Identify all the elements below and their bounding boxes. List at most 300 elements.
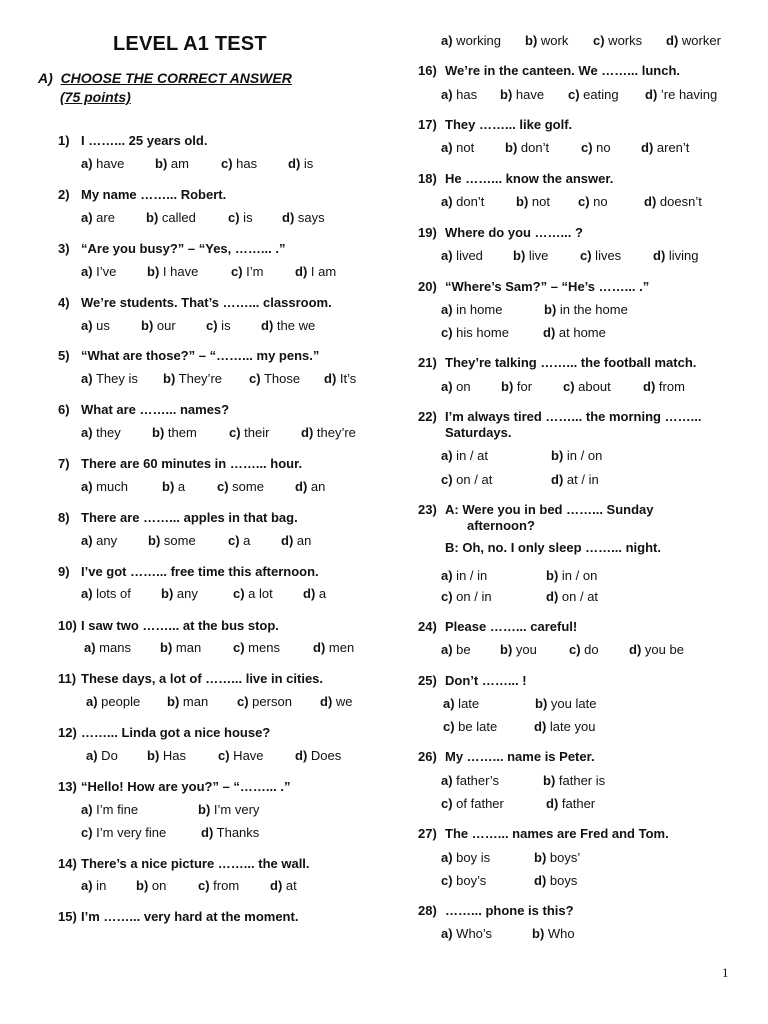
answer-option[interactable] [443,696,479,711]
answer-option[interactable] [81,264,116,279]
option-text: Who [544,926,575,941]
option-letter: a) [441,773,453,788]
answer-option[interactable] [81,156,124,171]
option-text: on / at [558,589,599,604]
option-text: Does [307,748,342,763]
answer-option[interactable] [295,264,336,279]
answer-option[interactable] [81,878,106,893]
option-text: a [315,586,327,601]
answer-option[interactable] [546,589,598,604]
option-letter: d) [643,379,656,394]
question-number: 10) [58,618,77,633]
question-text: There are 60 minutes in ……... hour. [81,456,303,471]
answer-option[interactable] [81,371,138,386]
question-text: I’m ……... very hard at the moment. [81,909,299,924]
option-text: be [452,642,471,657]
option-text: working [452,33,501,48]
answer-option[interactable] [229,425,269,440]
answer-option[interactable] [84,640,131,655]
answer-option[interactable] [162,479,185,494]
question-number: 24) [418,619,437,634]
answer-option[interactable] [81,210,115,225]
option-letter: d) [551,472,564,487]
answer-option[interactable] [160,640,201,655]
answer-option[interactable] [313,640,354,655]
option-text: much [92,479,128,494]
answer-option[interactable] [221,156,257,171]
answer-option[interactable] [146,210,196,225]
option-text: Do [97,748,118,763]
option-text: father [558,796,596,811]
answer-option[interactable] [551,448,602,463]
answer-option[interactable] [532,926,575,941]
option-text: they [92,425,121,440]
question [58,856,310,871]
question [418,502,654,517]
answer-option[interactable] [163,371,222,386]
option-letter: b) [535,696,548,711]
option-text: at / in [563,472,599,487]
option-letter: c) [221,156,233,171]
answer-option[interactable] [546,568,597,583]
option-text: man [172,640,202,655]
answer-option[interactable] [81,318,110,333]
question [58,402,230,417]
option-text: father is [555,773,606,788]
option-text: works [604,33,643,48]
option-text: live [525,248,549,263]
answer-option[interactable] [568,87,619,102]
option-letter: a) [86,694,98,709]
answer-option[interactable] [593,33,642,48]
question [58,671,324,686]
question-number: 20) [418,279,437,294]
option-letter: c) [81,825,93,840]
answer-option[interactable] [81,825,166,840]
option-letter: d) [295,479,308,494]
question [418,673,527,688]
answer-option[interactable] [231,264,264,279]
option-letter: b) [500,87,513,102]
answer-option[interactable] [295,479,325,494]
question-number: 9) [58,564,70,579]
option-text: in / in [452,568,488,583]
question-text: “What are those?” – “……... my pens.” [81,348,320,363]
option-letter: d) [666,33,679,48]
option-letter: d) [303,586,316,601]
answer-option[interactable] [201,825,259,840]
answer-option[interactable] [441,448,488,463]
answer-option[interactable] [320,694,353,709]
answer-option[interactable] [86,694,140,709]
answer-option[interactable] [666,33,721,48]
answer-option[interactable] [217,479,264,494]
question [58,295,332,310]
answer-option[interactable] [324,371,356,386]
answer-option[interactable] [441,194,484,209]
answer-option[interactable] [629,642,684,657]
option-text: have [512,87,545,102]
option-letter: a) [441,33,453,48]
option-letter: b) [505,140,518,155]
option-text: lives [591,248,622,263]
answer-option[interactable] [228,210,253,225]
question-text: These days, a lot of ……... live in cities. [81,671,324,686]
question-text: “Are you busy?” – “Yes, ……... .” [81,241,286,256]
answer-option[interactable] [441,568,487,583]
answer-option[interactable] [543,325,606,340]
answer-option[interactable] [535,696,596,711]
answer-option[interactable] [441,33,501,48]
option-letter: a) [441,140,453,155]
option-letter: c) [228,210,240,225]
option-text: boy is [452,850,491,865]
answer-option[interactable] [282,210,325,225]
answer-option[interactable] [581,140,611,155]
option-text: a [174,479,186,494]
option-text: Those [260,371,301,386]
option-letter: d) [653,248,666,263]
option-text: They is [92,371,138,386]
answer-option[interactable] [563,379,611,394]
answer-option[interactable] [501,379,532,394]
option-letter: a) [81,371,93,386]
option-letter: b) [162,479,175,494]
answer-option[interactable] [543,773,605,788]
question-text: ……... Linda got a nice house? [81,725,271,740]
answer-option[interactable] [441,873,486,888]
answer-option[interactable] [443,719,497,734]
option-letter: d) [546,796,559,811]
question-number: 14) [58,856,77,871]
answer-option[interactable] [441,472,492,487]
question [418,749,595,764]
option-letter: c) [441,325,453,340]
option-text: in / on [563,448,603,463]
option-text: I’m [242,264,264,279]
option-text: worker [678,33,721,48]
answer-option[interactable] [643,379,685,394]
answer-option[interactable] [303,586,326,601]
option-text: on [452,379,471,394]
question [418,409,702,424]
option-text: boys [546,873,578,888]
answer-option[interactable] [441,642,471,657]
option-text: called [158,210,196,225]
answer-option[interactable] [525,33,568,48]
option-text: at home [555,325,606,340]
question-text: We’re students. That’s ……... classroom. [81,295,332,310]
answer-option[interactable] [81,425,121,440]
option-letter: d) [324,371,337,386]
answer-option[interactable] [645,87,717,102]
option-text: a lot [244,586,273,601]
option-text: on / in [452,589,492,604]
answer-option[interactable] [198,878,239,893]
answer-option[interactable] [534,850,580,865]
option-letter: c) [233,640,245,655]
question [418,826,669,841]
answer-option[interactable] [147,264,198,279]
question-text: They’re talking ……... the football match. [445,355,697,370]
answer-option[interactable] [441,589,492,604]
question [418,619,578,634]
answer-option[interactable] [237,694,292,709]
option-text: his home [452,325,509,340]
answer-option[interactable] [500,87,544,102]
question-number: 5) [58,348,70,363]
question [58,779,291,794]
question [58,725,271,740]
answer-option[interactable] [441,379,471,394]
answer-option[interactable] [155,156,189,171]
question [418,117,573,132]
answer-option[interactable] [441,773,499,788]
question [58,348,320,363]
question [418,225,583,240]
answer-option[interactable] [641,140,689,155]
option-text: of father [452,796,504,811]
answer-option[interactable] [500,642,537,657]
option-text: their [240,425,270,440]
option-letter: b) [513,248,526,263]
answer-option[interactable] [261,318,315,333]
option-text: in [92,878,107,893]
option-letter: c) [441,796,453,811]
answer-option[interactable] [206,318,231,333]
answer-option[interactable] [136,878,166,893]
question-number: 16) [418,63,437,78]
answer-option[interactable] [81,479,128,494]
question-text: I’ve got ……... free time this afternoon. [81,564,319,579]
option-text: them [164,425,197,440]
option-letter: a) [441,926,453,941]
question-number: 26) [418,749,437,764]
option-text: from [655,379,685,394]
option-letter: c) [441,472,453,487]
option-text: no [592,140,611,155]
answer-option[interactable] [569,642,599,657]
option-letter: d) [270,878,283,893]
answer-option[interactable] [218,748,264,763]
page-number: 1 [722,965,729,980]
option-letter: a) [441,642,453,657]
option-letter: c) [580,248,592,263]
option-text: in home [452,302,503,317]
answer-option[interactable] [546,796,595,811]
option-letter: b) [198,802,211,817]
option-text: father’s [452,773,500,788]
option-text: living [665,248,699,263]
answer-option[interactable] [270,878,297,893]
option-letter: a) [81,318,93,333]
answer-option[interactable] [534,719,595,734]
answer-option[interactable] [198,802,259,817]
option-text: at [282,878,297,893]
answer-option[interactable] [233,640,280,655]
option-letter: c) [229,425,241,440]
option-letter: b) [155,156,168,171]
answer-option[interactable] [301,425,356,440]
answer-option[interactable] [580,248,621,263]
option-letter: b) [146,210,159,225]
question [58,456,303,471]
answer-option[interactable] [441,302,502,317]
option-text: mans [95,640,131,655]
answer-option[interactable] [141,318,176,333]
option-text: an [293,533,312,548]
question-number: 13) [58,779,77,794]
option-letter: d) [644,194,657,209]
option-text: late [454,696,480,711]
option-letter: b) [500,642,513,657]
option-letter: b) [148,533,161,548]
option-text: in / at [452,448,488,463]
answer-option[interactable] [233,586,273,601]
question-text: He ……... know the answer. [445,171,614,186]
question [58,187,227,202]
answer-option[interactable] [513,248,548,263]
option-letter: c) [568,87,580,102]
answer-option[interactable] [86,748,118,763]
question [58,510,298,525]
answer-option[interactable] [147,748,186,763]
option-text: no [589,194,608,209]
answer-option[interactable] [152,425,197,440]
option-letter: c) [593,33,605,48]
option-letter: a) [81,878,93,893]
option-letter: a) [441,248,453,263]
answer-option[interactable] [441,248,483,263]
question [418,63,681,78]
option-text: us [92,318,110,333]
section-points: (75 points) [60,89,131,105]
option-letter: c) [228,533,240,548]
option-text: late you [546,719,596,734]
option-letter: a) [81,210,93,225]
answer-option[interactable] [249,371,300,386]
option-text: Has [159,748,187,763]
option-letter: a) [81,425,93,440]
answer-option[interactable] [505,140,549,155]
option-text: man [179,694,209,709]
answer-option[interactable] [441,796,504,811]
question-number: 2) [58,187,70,202]
question-number: 21) [418,355,437,370]
option-text: Thanks [213,825,260,840]
option-text: in the home [556,302,628,317]
option-text: the we [273,318,316,333]
answer-option[interactable] [81,586,131,601]
answer-option[interactable] [653,248,699,263]
question-text: They ……... like golf. [445,117,573,132]
answer-option[interactable] [281,533,311,548]
option-letter: b) [136,878,149,893]
option-letter: c) [441,589,453,604]
option-text: not [452,140,475,155]
answer-option[interactable] [516,194,550,209]
question-text: “Hello! How are you?” – “……... .” [81,779,291,794]
answer-option[interactable] [578,194,608,209]
option-text: in / on [558,568,598,583]
answer-option[interactable] [161,586,198,601]
option-letter: b) [546,568,559,583]
question-number: 15) [58,909,77,924]
option-text: not [528,194,550,209]
option-text: person [248,694,292,709]
option-text: lived [452,248,483,263]
option-letter: d) [546,589,559,604]
question-number: 18) [418,171,437,186]
option-text: mens [244,640,280,655]
section-instruction: CHOOSE THE CORRECT ANSWER [60,70,292,86]
answer-option[interactable] [295,748,341,763]
question-text-continued: Saturdays. [445,425,512,440]
option-letter: b) [551,448,564,463]
option-letter: b) [167,694,180,709]
answer-option[interactable] [288,156,313,171]
option-letter: b) [543,773,556,788]
option-letter: d) [313,640,326,655]
option-letter: d) [320,694,333,709]
answer-option[interactable] [534,873,577,888]
option-letter: d) [295,748,308,763]
answer-option[interactable] [81,533,117,548]
question [58,909,299,924]
option-letter: a) [441,448,453,463]
question [418,171,614,186]
option-letter: c) [581,140,593,155]
option-letter: b) [544,302,557,317]
option-letter: d) [295,264,308,279]
question-number: 12) [58,725,77,740]
answer-option[interactable] [441,325,509,340]
option-text: is [217,318,231,333]
option-letter: c) [563,379,575,394]
answer-option[interactable] [81,802,138,817]
answer-option[interactable] [228,533,250,548]
option-text: any [173,586,198,601]
question-text: A: Were you in bed ……... Sunday [445,502,654,517]
option-text: work [537,33,569,48]
answer-option[interactable] [551,472,599,487]
question [418,279,650,294]
option-text: on / at [452,472,493,487]
answer-option[interactable] [167,694,208,709]
question-number: 4) [58,295,70,310]
answer-option[interactable] [441,87,477,102]
answer-option[interactable] [148,533,196,548]
answer-option[interactable] [441,926,492,941]
option-letter: a) [86,748,98,763]
option-text: men [325,640,355,655]
question-text: Don’t ……... ! [445,673,527,688]
answer-option[interactable] [441,140,474,155]
question-text: There are ……... apples in that bag. [81,510,298,525]
option-letter: d) [641,140,654,155]
option-text: have [92,156,125,171]
answer-option[interactable] [441,850,490,865]
option-text: ’re having [657,87,718,102]
answer-option[interactable] [644,194,702,209]
question-number: 3) [58,241,70,256]
option-letter: c) [578,194,590,209]
answer-option[interactable] [544,302,628,317]
option-letter: b) [141,318,154,333]
question-number: 22) [418,409,437,424]
option-text: is [300,156,314,171]
question-text: “Where’s Sam?” – “He’s ……... .” [445,279,650,294]
